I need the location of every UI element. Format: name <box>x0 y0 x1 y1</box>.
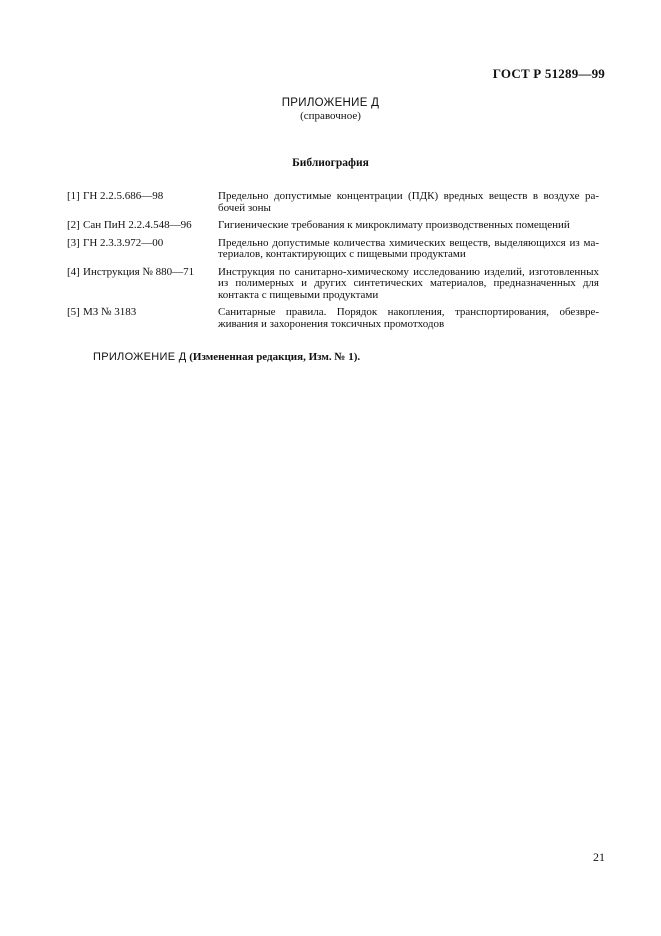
appendix-subtitle: (справочное) <box>300 110 361 122</box>
entry-description: Гигиенические требования к микроклимату производственных помещений <box>218 219 570 231</box>
entry-description: Предельно допустимые концентрации (ПДК) вредных веществ в воздухе ра-бочей зоны <box>218 190 599 214</box>
page-number: 21 <box>593 850 605 864</box>
entry-reference: Сан ПиН 2.2.4.548—96 <box>83 219 192 231</box>
entry-reference: ГН 2.3.3.972—00 <box>83 236 164 249</box>
entry-description: Инструкция по санитарно-химическому исследованию изделий, изготовленных из полимерных и других синтетических материалов, предназначенных для контакта с пищевыми продуктами <box>218 265 599 301</box>
bibliography-entry <box>67 191 599 214</box>
bibliography-entry <box>67 220 599 232</box>
entry-number: [1] <box>67 190 80 202</box>
amendment-note <box>93 351 360 363</box>
entry-number: [2] <box>67 219 80 231</box>
entry-description: Предельно допустимые количества химических веществ, выделяющихся из ма-териалов, контактирующих с пищевыми продуктами <box>218 236 599 260</box>
entry-number: [4] <box>67 265 80 278</box>
entry-number: [3] <box>67 236 80 249</box>
bibliography-entry <box>67 238 599 261</box>
entry-reference: ГН 2.2.5.686—98 <box>83 190 164 202</box>
section-title: Библиография <box>292 157 369 169</box>
document-code: ГОСТ Р 51289—99 <box>492 66 605 81</box>
entry-reference: МЗ № 3183 <box>83 306 137 318</box>
entry-description: Санитарные правила. Порядок накопления, транспортирования, обезвре-живания и захоронения токсичных промотходов <box>218 306 599 330</box>
bibliography-list <box>67 191 599 336</box>
bibliography-entry <box>67 307 599 330</box>
entry-reference: Инструкция № 880—71 <box>83 265 195 278</box>
amendment-label: ПРИЛОЖЕНИЕ Д <box>93 351 187 363</box>
bibliography-entry <box>67 267 599 302</box>
amendment-text: (Измененная редакция, Изм. № 1). <box>189 351 361 363</box>
appendix-title: ПРИЛОЖЕНИЕ Д <box>281 97 380 109</box>
entry-number: [5] <box>67 306 80 318</box>
appendix-heading <box>0 97 661 123</box>
